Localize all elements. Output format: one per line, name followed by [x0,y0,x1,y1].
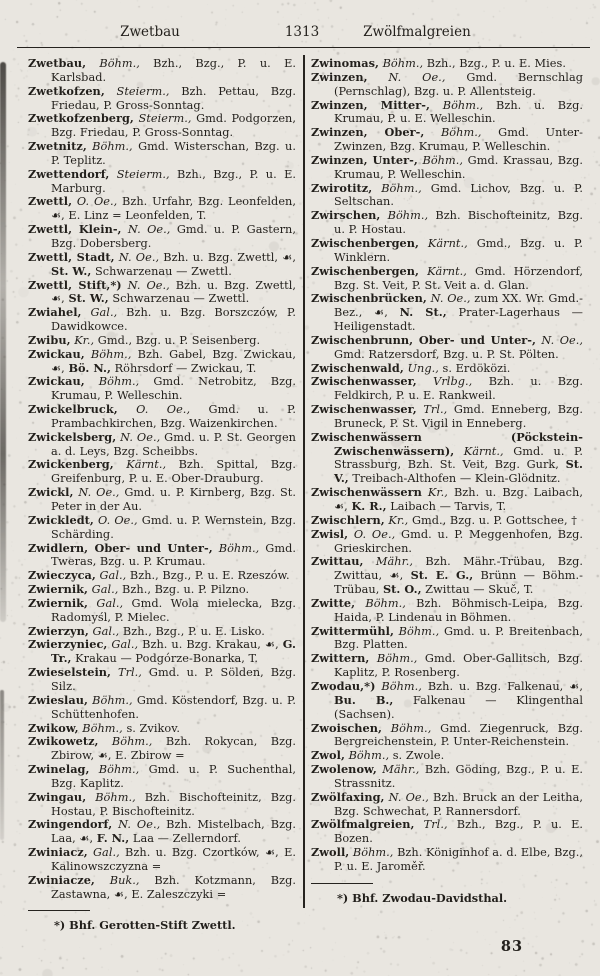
entry-region: O. Oe., [93,513,138,527]
gazetteer-entry [28,874,296,902]
right-footnote-rule [311,883,373,884]
entry-region: Böhm., [355,596,406,610]
entry-region: Böhm., [86,57,140,70]
railway-abbrev: St. W., [68,291,109,306]
gazetteer-entry [311,375,583,403]
entry-text: Gmd. u. P. Wernstein, Bzg. Schärding. [51,513,296,541]
entry-headword: Zwingendorf, [28,817,113,832]
entry-text: Falkenau — Klingenthal (Sachsen). [334,693,583,721]
entry-text: Gmd., Bzg. u. P. Gottschee, † [408,513,577,527]
entry-text: s. Zwole. [389,749,445,763]
entry-region: Böhm., [429,98,484,112]
entry-region: N. Oe., [384,790,429,804]
entry-text: Gmd. Ober-Gallitsch, Bzg. Kaplitz, P. Rosenberg. [334,652,583,680]
entry-region: Steierm., [133,112,192,126]
gazetteer-entry [311,680,583,722]
gazetteer-entry [311,237,583,265]
entry-region: N. Oe., [121,223,171,237]
entry-headword: Zwischenwässern [311,485,422,500]
entry-headword: Zwierzyniec, [28,637,108,652]
gazetteer-entry [311,334,583,362]
entry-text: Zwittau — Skuč, T. [421,583,534,597]
entry-text: Röhrsdorf — Zwickau, T. [110,361,257,375]
gazetteer-entry [311,403,583,431]
entry-headword: Zwitte, [311,595,356,610]
entry-region: Steierm., [109,167,170,181]
left-entries [28,57,296,901]
running-header [0,0,600,46]
gazetteer-entry [311,182,583,210]
entry-headword: Zwittern, [311,651,370,666]
entry-region: Kr., [384,513,409,527]
entry-region: Gal., [95,569,127,583]
gazetteer-entry [311,722,583,750]
gazetteer-entry [311,126,583,154]
gazetteer-entry [311,431,583,486]
entry-headword: Zwischenbergen, [311,263,419,278]
entry-text: Bzh. u. Bzg. Feldkirch, P. u. E. Rankweil. [334,375,584,403]
entry-text: Bzh. Bischofteinitz, Bzg. Hostau, P. Bischofteinitz. [51,790,296,818]
entry-text: Laa — Zellerndorf. [129,832,241,846]
entry-text: Bzh. u. Bzg. Falkenau, ☙, [421,679,583,693]
entry-headword: Zwettl, Stift,*) [28,277,122,292]
entry-region: Böhm., [417,153,464,167]
entry-headword: Zwinzen, Mitter-, [311,97,430,112]
entry-text: Bzh. u. Bzg. Krakau, ☙, [138,638,283,652]
entry-headword: Zwiniacze, [28,872,95,887]
gazetteer-entry [311,597,583,625]
entry-text: Schwarzenau — Zwettl. [91,264,232,278]
gazetteer-entry [311,528,583,556]
entry-text: Bzh. Mähr.-Trübau, Bzg. Zwittau, ☙, [334,555,584,583]
header-last-keyword: Zwölfmalgreien [363,24,471,40]
gazetteer-entry [28,431,296,459]
entry-region: Mähr., [376,763,420,777]
gazetteer-entry [28,458,296,486]
entry-text: Bzh. Bischofteinitz, Bzg. u. P. Hostau. [334,209,583,237]
gazetteer-entry [311,846,583,874]
right-footnote: *) Bhf. Zwodau-Davidsthal. [337,890,508,905]
entry-text: Gmd. u. P. Sölden, Bzg. Silz. [51,666,296,693]
left-footnote-rule [28,910,90,911]
entry-text: Bzh., Bzg. u. P. Pilzno. [118,583,250,597]
entry-text: Gmd. Ratzersdorf, Bzg. u. P. St. Pölten. [334,347,559,361]
entry-text: Bzh. Gabel, Bzg. Zwickau, ☙, [51,347,296,375]
entry-headword: Zwoischen, [311,720,382,735]
gazetteer-entry [28,334,296,348]
entry-headword: Zwickau, [28,346,85,361]
entry-text: Laibach — Tarvis, T. [386,500,507,513]
entry-headword: Zwikowetz, [28,734,99,749]
railway-abbrev: G. Tr., [51,637,296,666]
entry-region: N. Oe., [535,333,583,347]
entry-text: Bzh. Urfahr, Bzg. Leonfelden, ☙, E. Linz = Leonfelden, T. [51,195,296,223]
entry-headword: Zwetkofzenberg, [28,111,134,126]
entry-text: Gmd. Podgorzen, Bzg. Friedau, P. Gross-Sonntag. [51,112,296,140]
gazetteer-entry [311,486,583,514]
entry-region: Trl., [416,403,448,417]
entry-headword: Zwingau, [28,789,87,804]
entry-text: Gmd. u. P. Kirnberg, Bzg. St. Peter in der Au. [51,486,297,513]
entry-region: Trl., [111,666,142,680]
gazetteer-entry [28,279,296,307]
gazetteer-entry [28,763,296,791]
gazetteer-entry [28,735,296,763]
entry-headword: Zwinomas, [311,56,379,70]
entry-text: Gmd. Bernschlag (Pernschlag), Bzg. u. P. Allentsteig. [334,70,583,98]
gazetteer-entry [28,569,296,583]
entry-headword: Zwittermühl, [311,623,394,638]
entry-region: Kr., [70,333,95,347]
railway-abbrev: St. E. G., [410,568,474,583]
entry-text: Bzh., Bzg., P. u. E. Karlsbad. [51,57,296,84]
entry-region: N. Oe., [112,818,161,832]
entry-text: Bzh. Kotzmann, Bzg. Zastawna, ☙, E. Zaleszczyki = [51,873,296,901]
gazetteer-entry [28,597,296,625]
entry-headword: Zwolenow, [311,762,377,777]
entry-headword: Zwickl, [28,485,74,500]
gazetteer-entry [28,791,296,819]
entry-region: O. Oe., [117,403,191,417]
entry-text: Gmd., Bzg. u. P. Seisenberg. [94,333,261,347]
entry-headword: Zwetnitz, [28,139,87,154]
entry-region: Böhm., [78,721,123,735]
entry-headword: Zwodau,*) [311,678,376,693]
entry-headword: Zwinelag, [28,762,90,777]
entry-region: Böhm., [424,126,482,140]
entry-headword: Zwittau, [311,554,364,569]
entry-text: Prater-Lagerhaus — Heiligenstadt. [334,306,583,334]
entry-text: Bzh. Spittal, Bzg. Greifenburg, P. u. E. Ober-Drauburg. [51,458,296,486]
entry-headword: Zwettendorf, [28,166,110,181]
gazetteer-entry [311,99,583,127]
gazetteer-entry [311,763,583,791]
header-page-number: 1313 [284,24,320,40]
entry-region: Buk., [94,873,140,887]
gazetteer-entry [28,625,296,639]
entry-headword: Zwieczyca, [28,568,96,583]
entry-headword: Zwinzen, Ober-, [311,125,425,140]
entry-region: Böhm., [380,209,429,223]
entry-region: Böhm., [372,181,422,195]
entry-region: Steierm., [104,84,170,98]
entry-headword: Zwickenberg, [28,457,114,472]
entry-region: Böhm., [98,735,153,749]
entry-headword: Zwischenwässern (Pöckstein-Zwischenwässern), [311,429,583,458]
gazetteer-entry [28,348,296,376]
entry-region: N. Oe., [426,292,471,306]
entry-region: Gal., [107,638,139,652]
entry-headword: Zwirotitz, [311,180,373,195]
gazetteer-entry [28,112,296,140]
entry-text: Gmd. Wisterschan, Bzg. u. P. Teplitz. [51,140,296,167]
entry-region: Gal., [81,306,118,320]
entry-text: Krakau — Podgórze-Bonarka, T. [71,652,259,666]
entry-region: N. Oe., [116,430,161,444]
entry-text: Gmd., Bzg. u. P. Winklern. [334,236,583,264]
entry-headword: Zwiernik, [28,582,89,597]
entry-headword: Zwischenbrunn, Ober- und Unter-, [311,332,536,347]
gazetteer-entry [311,265,583,293]
entry-region: N. Oe., [367,70,446,84]
gazetteer-entry [28,375,296,403]
entry-text: Gmd. u. P. Breitenbach, Bzg. Platten. [334,624,583,652]
entry-text: s. Zvikov. [122,721,180,735]
entry-text: Gmd. u. P. St. Georgen a. d. Leys, Bzg. Scheibbs. [51,430,296,458]
entry-region: Gal., [88,624,120,638]
entry-text: Gmd. Netrobitz, Bzg. Krumau, P. Welleschin. [51,375,296,403]
gazetteer-entry [311,362,583,376]
railway-abbrev: N. St., [399,305,447,320]
page-number: 83 [500,938,524,955]
entry-headword: Zwölfaxing, [311,789,385,804]
gazetteer-entry [311,652,583,680]
entry-text: Gmd. u. P. Strassburg, Bzh. St. Veit, Bzg. Gurk, [334,444,584,472]
entry-headword: Zwinzen, [311,69,368,84]
entry-region: Böhm., [86,140,133,154]
entry-headword: Zwierzyn, [28,623,89,638]
gazetteer-entry [28,638,296,666]
entry-text: Bzh. Rokycan, Bzg. Zbirow, ☙, E. Zbirow = [51,735,296,763]
entry-region: Böhm., [381,721,432,735]
header-rule [17,47,590,48]
entry-text: Bzh., Bzg., P. u. E. Rzeszów. [126,569,290,583]
entry-region: Böhm., [87,693,133,707]
gazetteer-entry [28,514,296,542]
entry-text: Bzh. Mistelbach, Bzg. Laa, ☙, [51,818,296,846]
right-entries [311,57,583,874]
entry-headword: Zwischenwasser, [311,402,417,417]
entry-headword: Zwischenwald, [311,360,404,375]
entry-region: Kärnt., [113,458,167,472]
column-divider [303,55,305,908]
entry-headword: Zwischenwasser, [311,374,417,389]
entry-headword: Zwiniacz, [28,845,88,860]
entry-region: Kärnt., [454,444,504,458]
entry-headword: Zwickledt, [28,512,94,527]
entry-region: Vrlbg., [416,375,473,389]
gazetteer-entry [311,749,583,763]
entry-text: Gmd. u. P. Suchenthal, Bzg. Kaplitz. [51,763,296,790]
entry-text: Gmd. Wola mielecka, Bzg. Radomyśl, P. Mielec. [51,596,296,624]
entry-region: Böhm., [375,679,422,693]
entry-text: Bzh. Königinhof a. d. Elbe, Bzg., P. u. E. Jaroměř. [334,846,583,873]
gazetteer-entry [28,722,296,736]
entry-text: Treibach-Althofen — Klein-Glödnitz. [348,472,561,486]
entry-region: Kärnt., [419,264,467,278]
gazetteer-entry [28,140,296,168]
entry-text: Bzh. u. Bzg. Krumau, P. u. E. Welleschin. [334,98,583,126]
gazetteer-entry [28,403,296,431]
left-footnote: *) Bhf. Gerotten-Stift Zwettl. [54,918,236,933]
gazetteer-entry [28,57,296,85]
entry-text: Bzh. Böhmisch-Leipa, Bzg. Haida, P. Lindenau in Böhmen. [334,596,583,624]
entry-text: Bzh. Bruck an der Leitha, Bzg. Schwechat, P. Rannersdorf. [334,790,583,818]
entry-headword: Zwölfmalgreien, [311,817,415,832]
entry-region: Gal., [87,846,120,860]
entry-region: Böhm., [378,57,424,70]
gazetteer-entry [311,57,583,71]
railway-abbrev: Bu. B., [334,692,394,707]
gazetteer-entry [311,209,583,237]
entry-region: Ung., [403,361,439,375]
entry-headword: Zwetbau, [28,56,87,70]
entry-headword: Zwettl, Klein-, [28,222,122,237]
entry-headword: Zwickelbruck, [28,402,118,417]
entry-text: Bzh., Bzg., P. u. E. Lisko. [119,624,265,638]
gazetteer-entry [311,514,583,528]
entry-text: Gmd. Krassau, Bzg. Krumau, P. Welleschin. [334,153,583,181]
entry-headword: Zwischenbrücken, [311,291,427,306]
entry-headword: Zwiahel, [28,305,82,320]
gazetteer-entry [28,251,296,279]
gazetteer-entry [311,292,583,334]
entry-text: Gmd. Tweras, Bzg. u. P. Krumau. [51,541,296,569]
entry-text: Gmd. Enneberg, Bzg. Bruneck, P. St. Vigil in Enneberg. [334,403,583,430]
gazetteer-entry [311,625,583,653]
entry-text: Gmd. u. P. Prambachkirchen, Bzg. Waizenkirchen. [51,403,296,430]
entry-region: Kr., [421,486,448,500]
railway-abbrev: Bö. N., [68,360,111,375]
entry-headword: Zwoll, [311,845,350,860]
entry-headword: Zwickau, [28,374,85,389]
gazetteer-entry [28,583,296,597]
entry-text: zum XX. Wr. Gmd.-Bez., ☙, [334,292,583,320]
scan-edge-artifact [0,690,4,840]
entry-headword: Zwinzen, Unter-, [311,152,418,167]
gazetteer-entry [311,555,583,597]
gazetteer-entry [28,818,296,846]
railway-abbrev: St. V., [334,457,583,486]
entry-headword: Zwidlern, Ober- und Unter-, [28,540,213,555]
gazetteer-entry [311,71,583,99]
gazetteer-entry [28,694,296,722]
entry-text: Bzh., Bzg., P. u. E. Bozen. [334,818,584,846]
right-column [311,57,583,905]
entry-headword: Zwettl, [28,194,73,209]
entry-headword: Zwirschen, [311,208,381,223]
gazetteer-entry [28,223,296,251]
entry-text: Bzh. u. Bzg. Zwettl, ☙, [159,250,297,264]
entry-region: Böhm., [349,846,394,860]
entry-text: Gmd. u. P. Meggenhofen, Bzg. Grieskirchen. [334,527,583,555]
gazetteer-entry [311,818,583,846]
entry-region: N. Oe., [121,278,170,292]
entry-headword: Zwetkofzen, [28,83,105,98]
railway-abbrev: F. N., [96,831,130,846]
entry-text: Bzh. Pettau, Bzg. Friedau, P. Gross-Sonntag. [51,84,296,112]
gazetteer-entry [28,168,296,196]
entry-text: Gmd. Hörzendorf, Bzg. St. Veit, P. St. Veit a. d. Glan. [334,264,583,292]
entry-headword: Zwol, [311,748,345,763]
entry-text: Bzh. u. Bzg. Czortków, ☙, E. Kalinowszczyzna = [51,846,296,873]
gazetteer-entry [28,486,296,514]
entry-text: Bzh., Bzg., P. u. E. Marburg. [51,167,296,195]
entry-headword: Zwibu, [28,332,71,347]
entry-headword: Zwisl, [311,526,349,541]
entry-text: Bzh. u. Bzg. Zwettl, ☙, [51,278,296,306]
entry-region: O. Oe., [348,527,396,541]
entry-headword: Zwischenbergen, [311,235,419,250]
entry-headword: Zwieslau, [28,692,88,707]
gazetteer-entry [311,791,583,819]
entry-text: Bzh., Bzg., P. u. E. Mies. [423,57,566,70]
entry-region: O. Oe., [72,195,118,209]
entry-region: Böhm., [393,624,440,638]
entry-region: Böhm., [86,790,136,804]
entry-region: Böhm., [344,749,390,763]
entry-text: Schwarzenau — Zwettl. [108,292,250,306]
entry-text: s. Erdöközi. [438,361,511,375]
entry-headword: Zwischlern, [311,512,385,527]
railway-abbrev: St. W., [51,263,92,278]
entry-region: Gal., [88,583,119,597]
entry-text: Brünn — Böhm.-Trübau, [334,569,583,597]
entry-region: N. Oe., [114,250,160,264]
gazetteer-entry [311,154,583,182]
entry-headword: Zwieselstein, [28,665,112,680]
header-first-keyword: Zwetbau [120,24,180,40]
railway-abbrev: K. R., [351,499,387,513]
entry-region: Mähr., [363,555,414,569]
entry-region: Böhm., [369,652,418,666]
entry-headword: Zwettl, Stadt, [28,249,115,264]
railway-abbrev: St. O., [382,582,422,597]
scan-edge-artifact [0,62,6,622]
gazetteer-entry [28,666,296,694]
entry-region: Kärnt., [419,236,468,250]
entry-region: Gal., [88,596,124,610]
entry-text: Gmd. Köstendorf, Bzg. u. P. Schüttenhofen. [51,693,296,721]
entry-region: Böhm., [84,347,132,361]
gazetteer-entry [28,542,296,570]
entry-headword: Zwickelsberg, [28,429,117,444]
entry-headword: Zwikow, [28,720,79,735]
entry-region: N. Oe., [73,486,120,500]
gazetteer-entry [28,85,296,113]
entry-text: Gmd. Ziegenruck, Bzg. Bergreichenstein, P. Unter-Reichenstein. [334,721,583,749]
entry-text: Gmd. Unter-Zwinzen, Bzg. Krumau, P. Welleschin. [334,126,583,154]
gazetteer-entry [28,846,296,874]
entry-text: Bzh. u. Bzg. Borszczów, P. Dawidkowce. [51,306,296,334]
entry-text: Gmd. u. P. Gastern, Bzg. Dobersberg. [51,223,296,250]
entry-headword: Zwiernik, [28,595,89,610]
entry-region: Böhm., [89,763,140,777]
entry-region: Böhm., [84,375,140,389]
left-column [28,57,296,932]
gazetteer-entry [28,195,296,223]
gazetteer-entry [28,306,296,334]
entry-text: Bzh. Göding, Bzg., P. u. E. Strassnitz. [334,763,584,790]
entry-region: Böhm., [212,541,260,555]
entry-region: Trl., [414,818,448,832]
entry-text: Gmd. Lichov, Bzg. u. P. Seltschan. [334,181,583,209]
entry-text: Bzh. u. Bzg. Laibach, ☙, [334,486,583,513]
